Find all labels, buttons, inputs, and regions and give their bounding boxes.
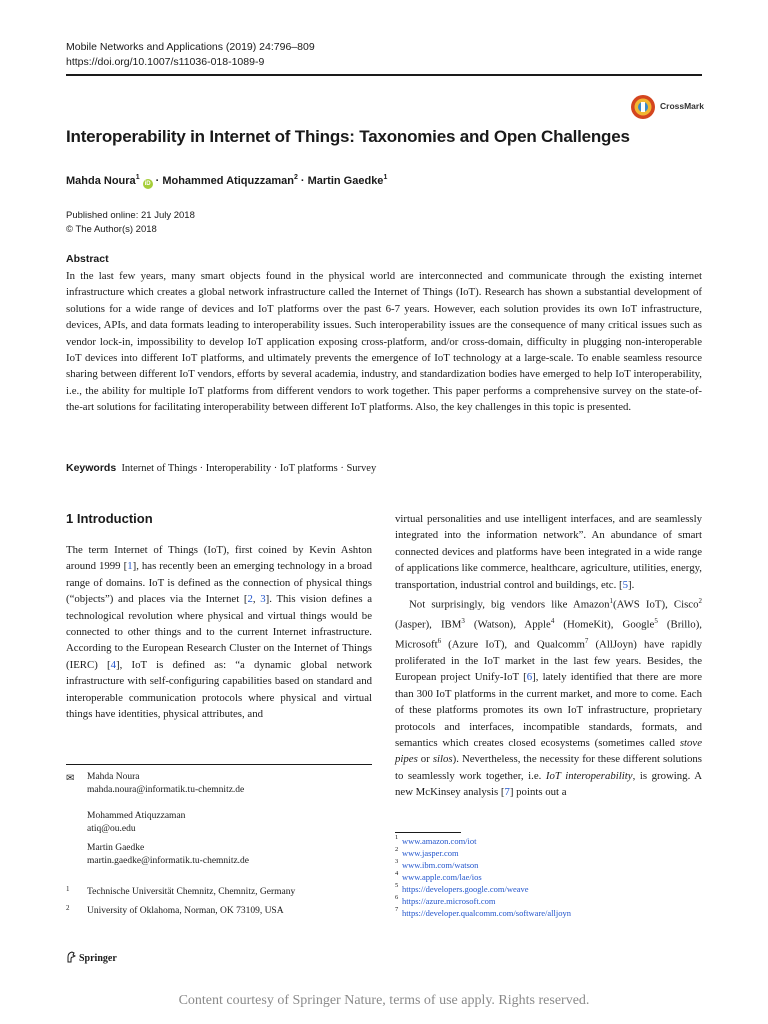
introduction-right-column	[395, 511, 702, 801]
affiliation-rule	[66, 764, 372, 765]
copyright-notice: © The Author(s) 2018	[66, 224, 157, 235]
journal-citation: Mobile Networks and Applications (2019) 24:796–809	[66, 41, 315, 53]
body-text: virtual personalities and use intelligent interfaces, and are seamlessly integrated into the information network”. An abundance of smart connected devices and platforms have been integrated in a wide range of applications like commerce, healthcare, agriculture, utilities, energy, transportation, industrial control and buildings, etc. [	[395, 513, 702, 591]
body-text: (Brillo), Microsoft	[395, 618, 702, 651]
footnote-ref[interactable]: 6	[437, 637, 442, 646]
footnote-ref[interactable]: 3	[461, 617, 465, 626]
footnote-ref[interactable]: 1	[609, 597, 614, 606]
footnote-number: 1	[395, 834, 399, 841]
affiliation-entry	[66, 886, 372, 899]
body-text: ] points out a	[509, 786, 567, 799]
author-name[interactable]: Mahda Noura	[66, 175, 136, 187]
body-text: or	[417, 753, 433, 766]
footnote-url[interactable]: www.apple.com/lae/ios	[402, 872, 482, 882]
footnote-number: 3	[395, 858, 399, 865]
body-text: The term Internet of Things (IoT), first coined by Kevin Ashton around 1999 [	[66, 544, 372, 573]
affiliation-entry	[66, 905, 372, 918]
abstract-heading: Abstract	[66, 253, 109, 265]
body-text: ). Nevertheless, the necessity for these different solutions to seamlessly work together, i.e.	[395, 753, 702, 782]
citation-link[interactable]: 5	[622, 578, 628, 591]
affiliation-marker: 1	[135, 174, 140, 181]
contact-email[interactable]: martin.gaedke@informatik.tu-chemnitz.de	[87, 856, 250, 866]
introduction-left-column	[66, 542, 372, 722]
body-text: ], IoT is defined as: “a dynamic global network infrastructure with self-configuring capabilities based on standard and interoperable communication protocols where physical and virtual things have identities, physical attributes, and	[66, 658, 372, 721]
citation-link[interactable]: 6	[526, 671, 533, 684]
body-text: ].	[628, 578, 635, 591]
body-text: (AWS IoT), Cisco	[613, 598, 699, 611]
citation-link[interactable]: 7	[504, 786, 510, 799]
crossmark-label[interactable]: CrossMark	[660, 101, 704, 111]
body-text: ,	[252, 593, 261, 606]
springer-horse-icon	[66, 951, 76, 963]
footnote	[395, 871, 702, 883]
footnote-number: 7	[395, 906, 399, 913]
footnote-url[interactable]: www.jasper.com	[402, 848, 459, 858]
affiliation-number: 1	[66, 885, 70, 893]
publisher-logo	[66, 951, 117, 964]
footnote-url[interactable]: https://developers.google.com/weave	[402, 884, 529, 894]
author-list: Mahda Noura$^1$iD · Mohammed Atiquzzaman$^2$ · Martin Gaedke$^1$	[66, 174, 388, 187]
emphasis-text: IoT interoperability	[545, 769, 633, 782]
footnote-number: 2	[395, 846, 399, 853]
affiliation-text: University of Oklahoma, Norman, OK 73109, USA	[87, 906, 284, 916]
footnote-url[interactable]: www.ibm.com/watson	[402, 860, 479, 870]
contact-email[interactable]: atiq@ou.edu	[87, 824, 136, 834]
publisher-name: Springer	[79, 953, 117, 964]
footnote-ref[interactable]: 5	[654, 617, 658, 626]
contact-name: Mohammed Atiquzzaman	[87, 811, 186, 821]
citation-link[interactable]: 2	[247, 593, 253, 606]
footnote	[395, 835, 702, 847]
contact-entry	[66, 842, 372, 868]
contact-name: Mahda Noura	[87, 772, 140, 782]
body-text: (HomeKit), Google	[554, 618, 655, 631]
contact-name: Martin Gaedke	[87, 843, 145, 853]
contact-entry	[66, 771, 372, 797]
abstract-body: In the last few years, many smart objects found in the physical world are interconnected and communicate through the existing internet infrastructure which creates a global network infrastructure called the Internet of Things (IoT). Research has shown a substantial development of solutions for a wide range of devices and IoT platforms over the past 6-7 years. However, each solution provides its own IoT infrastructure, devices, APIs, and data formats leading to interoperability issues. Such interoperability issues are the consequence of many critical issues such as vendor lock-in, impossibility to develop IoT application exposing cross-platform, and/or cross-domain, difficulty in plugging non-interoperable IoT devices into different IoT platforms, and ultimately prevents the emergence of IoT technology at a large-scale. To enable seamless resource sharing between different IoT vendors, efforts by several academia, industry, and standardization bodies have emerged to help IoT interoperability, i.e., the ability for multiple IoT platforms from different vendors to work together. This paper performs a comprehensive survey on the state-of-the-art solutions for facilitating interoperability between different IoT platforms. Also, the key challenges in this topic is presented.	[66, 270, 702, 414]
envelope-icon: ✉	[66, 773, 75, 784]
footnote	[395, 883, 702, 895]
footnote-ref[interactable]: 7	[584, 637, 589, 646]
footnote	[395, 859, 702, 871]
footnote-url[interactable]: https://azure.microsoft.com	[402, 896, 496, 906]
paper-title: Interoperability in Internet of Things: Taxonomies and Open Challenges	[66, 127, 630, 146]
citation-link[interactable]: 4	[110, 658, 116, 671]
citation-link[interactable]: 1	[127, 560, 133, 573]
contact-email[interactable]: mahda.noura@informatik.tu-chemnitz.de	[87, 785, 245, 795]
emphasis-text: stove pipes	[395, 737, 702, 766]
body-text: (Azure IoT), and Qualcomm	[441, 638, 585, 651]
footnote	[395, 847, 702, 859]
section-heading-introduction: 1 Introduction	[66, 511, 153, 526]
footnote-number: 4	[395, 870, 399, 877]
header-rule	[66, 74, 702, 76]
footnote-number: 5	[395, 882, 399, 889]
body-text: ]. This vision defines a technological revolution where physical and virtual things would be connected to other things and to the current Internet infrastructure. According to the European Research Cluster on the Internet of Things (IERC) [	[66, 593, 372, 671]
keywords	[66, 461, 376, 476]
footnotes	[395, 835, 702, 919]
body-text: (Jasper), IBM	[395, 618, 462, 631]
author-name[interactable]: Martin Gaedke	[307, 175, 384, 187]
contact-entry	[66, 810, 372, 836]
body-text: (Watson), Apple	[464, 618, 551, 631]
body-text: ], has recently been an emerging technology in a broad range of domains. IoT is defined as the connection of physical things (“objects”) and places via the Internet [	[66, 560, 372, 606]
affiliation-marker: 1	[383, 174, 388, 181]
orcid-icon[interactable]: iD	[144, 181, 151, 187]
footnote	[395, 895, 702, 907]
footnote-url[interactable]: https://developer.qualcomm.com/software/alljoyn	[402, 908, 572, 918]
author-name[interactable]: Mohammed Atiquzzaman	[162, 175, 294, 187]
body-text: Not surprisingly, big vendors like Amazon	[409, 598, 610, 611]
affiliation-number: 2	[66, 904, 70, 912]
body-text: , is growing. A new McKinsey analysis [	[395, 769, 703, 799]
footnote	[395, 907, 702, 919]
affiliation-text: Technische Universität Chemnitz, Chemnitz, Germany	[87, 887, 296, 897]
footnote-ref[interactable]: 4	[550, 617, 555, 626]
footnote-ref[interactable]: 2	[698, 597, 702, 606]
body-text: ], lately identified that there are more than 300 IoT platforms in the current market, and more to come. Each of these platforms promotes its own IoT infrastructure, proprietary protocols and interfaces, incompatible standards, formats, and semantics which creates closed ecosystems (sometimes called	[395, 671, 702, 750]
emphasis-text: silos	[432, 753, 453, 766]
published-date: Published online: 21 July 2018	[66, 210, 195, 221]
footnote-url[interactable]: www.amazon.com/iot	[402, 836, 477, 846]
author-contacts	[66, 771, 372, 918]
citation-link[interactable]: 3	[260, 593, 266, 606]
footnote-rule	[395, 832, 461, 833]
keywords-label: Keywords	[66, 462, 117, 474]
keywords-list: Internet of Things · Interoperability · IoT platforms · Survey	[121, 463, 377, 474]
footnote-number: 6	[395, 894, 399, 901]
doi-link[interactable]: https://doi.org/10.1007/s11036-018-1089-9	[66, 56, 265, 68]
affiliation-marker: 2	[293, 174, 298, 181]
courtesy-notice: Content courtesy of Springer Nature, terms of use apply. Rights reserved.	[178, 993, 590, 1008]
body-text: (AllJoyn) have rapidly proliferated in the IoT market in the last few years. Besides, the European project Unify-IoT [	[395, 638, 702, 684]
